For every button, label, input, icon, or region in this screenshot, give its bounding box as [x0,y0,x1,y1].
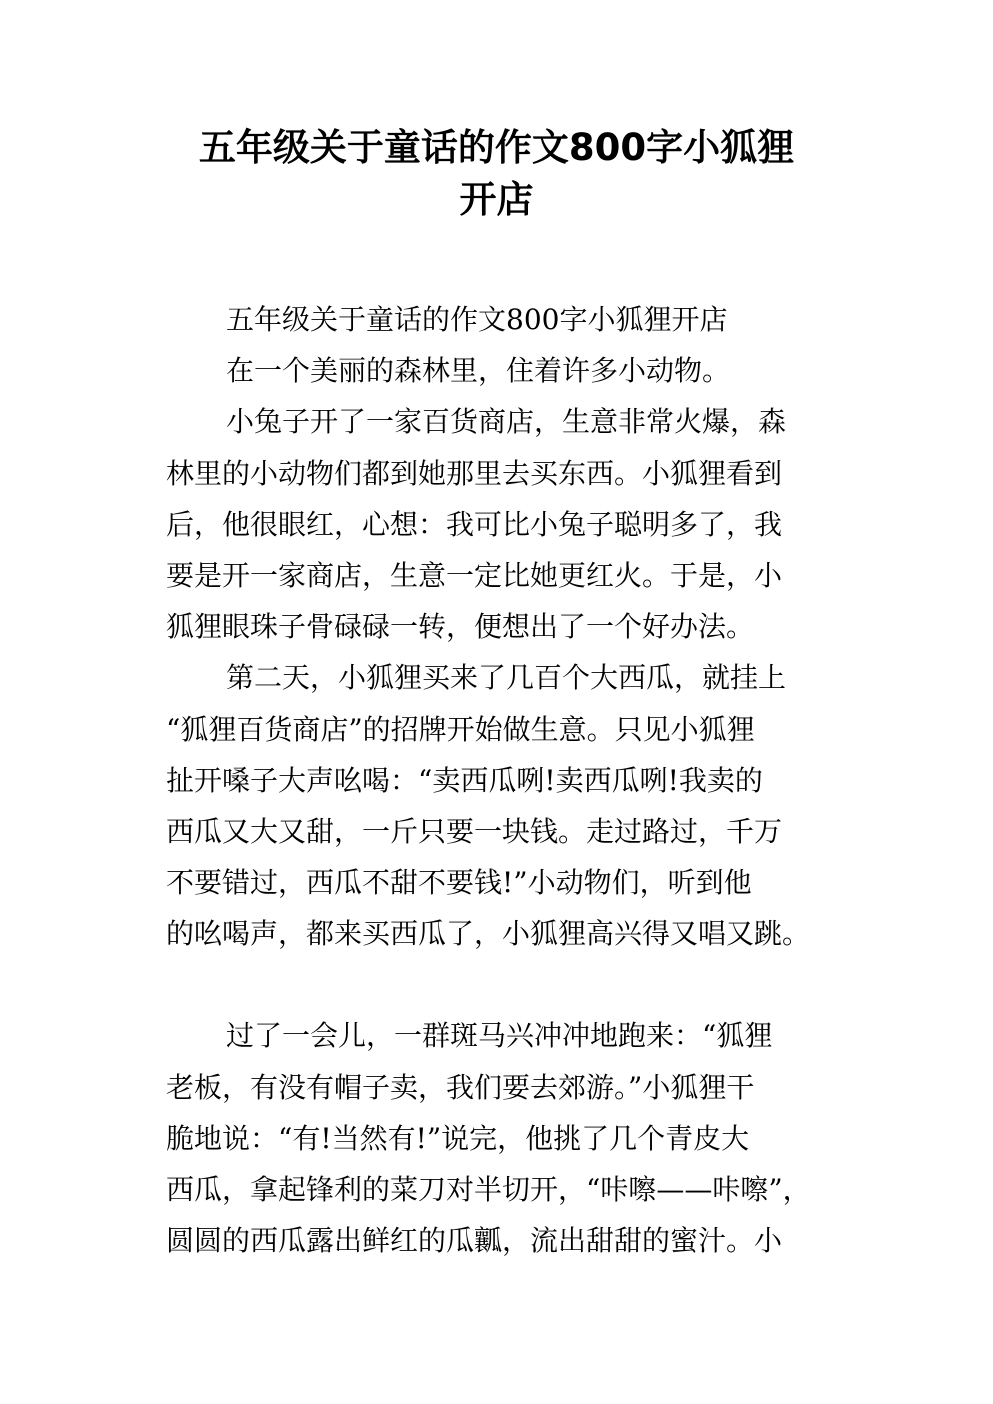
title-line: 开店 [459,178,534,221]
text-line: 林里的小动物们都到她那里去买东西。小狐狸看到 [166,456,783,490]
text-line: 老板，有没有帽子卖，我们要去郊游。”小狐狸干 [166,1070,755,1104]
text-line: 第二天，小狐狸买来了几百个大西瓜，就挂上 [226,661,787,695]
paragraph [166,396,836,652]
paragraph-gap [166,959,836,1010]
text-line: 狐狸眼珠子骨碌碌一转，便想出了一个好办法。 [166,610,755,644]
text-line: 过了一会儿，一群斑马兴冲冲地跑来：“狐狸 [226,1019,773,1053]
title-line: 五年级关于童话的作文800字小狐狸 [198,126,795,169]
text-line: 脆地说：“有!当然有!”说完，他挑了几个青皮大 [166,1121,750,1155]
paragraph [166,294,836,345]
text-line: “狐狸百货商店”的招牌开始做生意。只见小狐狸 [166,712,755,746]
text-line: 扯开嗓子大声吆喝：“卖西瓜咧!卖西瓜咧!我卖的 [166,763,763,797]
paragraph [166,345,836,396]
text-line: 不要错过，西瓜不甜不要钱!”小动物们，听到他 [166,866,752,900]
text-line: 在一个美丽的森林里，住着许多小动物。 [226,354,731,388]
document-body [166,294,836,1266]
text-line: 圆圆的西瓜露出鲜红的瓜瓤，流出甜甜的蜜汁。小 [166,1224,783,1258]
text-line: 后，他很眼红，心想：我可比小兔子聪明多了，我 [166,507,783,541]
text-line: 的吆喝声，都来买西瓜了，小狐狸高兴得又唱又跳。 [166,917,811,951]
text-line: 西瓜又大又甜，一斤只要一块钱。走过路过，千万 [166,814,783,848]
paragraph [166,1010,836,1266]
text-line: 五年级关于童话的作文800字小狐狸开店 [226,303,728,336]
text-line: 小兔子开了一家百货商店，生意非常火爆，森 [226,405,787,439]
document-title [150,122,843,226]
paragraph [166,652,836,959]
text-line: 西瓜，拿起锋利的菜刀对半切开，“咔嚓——咔嚓”， [166,1173,811,1206]
text-line: 要是开一家商店，生意一定比她更红火。于是，小 [166,558,783,592]
